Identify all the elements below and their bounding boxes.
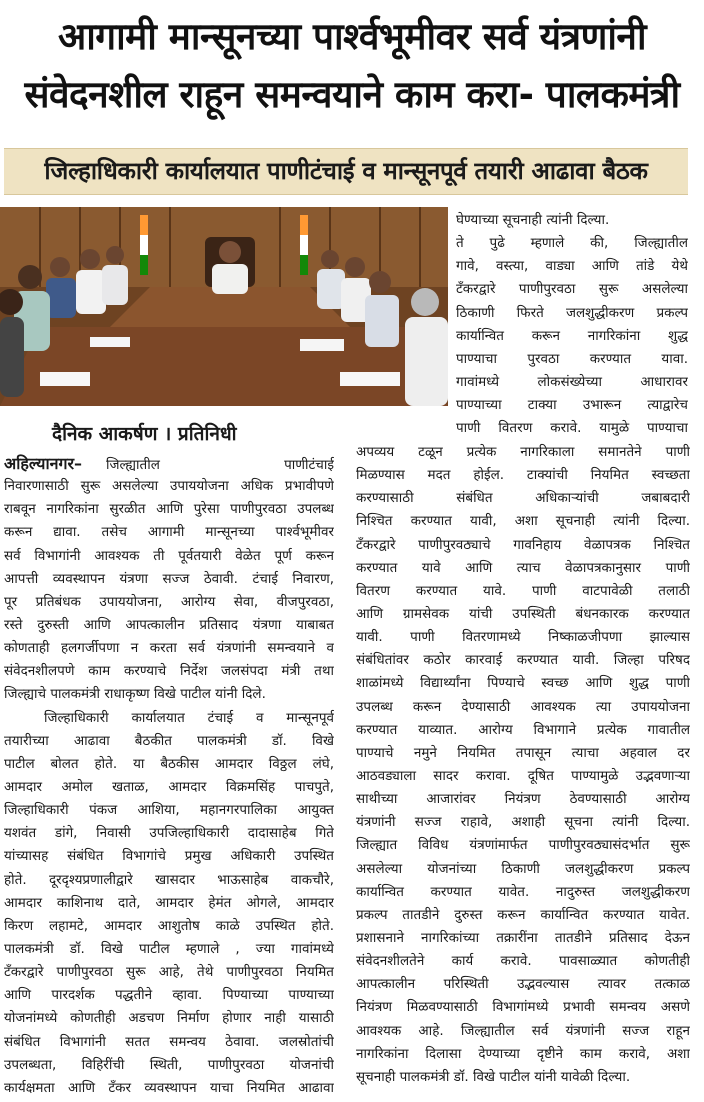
meeting-photo	[0, 207, 448, 406]
right-bottom-line: आवश्यक आहे. जिल्ह्यातील सर्व यंत्रणांनी सज्ज राहून	[356, 1022, 690, 1039]
left-line: आपत्ती व्यवस्थापन यंत्रणा सज्ज ठेवावी. टंचाई निवारण,	[4, 570, 334, 587]
left-line: आमदार काशिनाथ दाते, आमदार हेमंत ओगले, आमदार	[4, 894, 334, 911]
byline: दैनिक आकर्षण । प्रतिनिधी	[52, 423, 237, 445]
right-top-line: पाणी वितरण करावे. यामुळे पाण्याचा	[456, 420, 688, 437]
left-line: निवारणासाठी सुरू असलेल्या उपाययोजना अधिक प्रभावीपणे	[4, 478, 334, 495]
headline-line-2: संवेदनशील राहून समन्वयाने काम करा- पालकमंत्री	[24, 73, 680, 116]
left-line: करून द्यावा. तसेच आगामी मान्सूनच्या पार्श्वभूमीवर	[4, 524, 334, 541]
left-column	[4, 452, 334, 1100]
left-line: टँकरद्वारे पाणीपुरवठा सुरू आहे, तेथे पाणीपुरवठा नियमित	[4, 964, 334, 981]
left-line-0: अहिल्यानगर– जिल्ह्यातील पाणीटंचाई	[4, 454, 334, 473]
right-bottom-line: आपत्कालीन परिस्थिती उद्भवल्यास त्यावर तत्काळ	[356, 976, 690, 993]
right-top-line: ठिकाणी फिरते जलशुद्धीकरण प्रकल्प	[456, 304, 688, 321]
left-line: आणि पारदर्शक पद्धतीने व्हावा. पिण्याच्या पाण्याच्या	[4, 987, 334, 1004]
right-bottom-line: संवेदनशीलतेने कार्य करावे. पावसाळ्यात कोणतीही	[356, 953, 690, 970]
right-bottom-line: प्रशासनाने नागरिकांच्या तक्रारींना तातडीने प्रतिसाद देऊन	[356, 929, 690, 946]
left-line: यशवंत डांगे, निवासी उपजिल्हाधिकारी दादासाहेब गिते	[4, 825, 334, 842]
right-bottom-line: शाळांमध्ये विद्यार्थ्यांना पिण्याचे स्वच्छ आणि शुद्ध पाणी	[356, 675, 690, 692]
right-bottom-line: वितरण करण्यात यावे. पाणी वाटपावेळी तलाठी	[356, 582, 690, 599]
left-line: राबवून नागरिकांना सुरळीत आणि पुरेसा पाणीपुरवठा उपलब्ध	[4, 501, 334, 518]
left-line: पूर प्रतिबंधक उपाययोजना, आरोग्य सेवा, वीजपुरवठा,	[4, 593, 334, 610]
right-top-line: पाण्याचा पुरवठा करण्यात यावा.	[456, 350, 688, 367]
right-bottom-line: करण्यात याव्यात. आरोग्य विभागाने प्रत्येक गावातील	[356, 721, 690, 738]
right-bottom-line: आणि ग्रामसेवक यांची उपस्थिती बंधनकारक करण्यात	[356, 605, 690, 622]
left-line: पाटील बोलत होते. या बैठकीस आमदार विठ्ठल लंघे,	[4, 755, 334, 772]
left-line: होते. दूरदृश्यप्रणालीद्वारे खासदार भाऊसाहेब वाकचौरे,	[4, 871, 334, 888]
right-bottom-line: मिळण्यास मदत होईल. टाक्यांची नियमित स्वच्छता	[356, 467, 690, 484]
right-bottom-line: करण्यासाठी संबंधित अधिकाऱ्यांची जबाबदारी	[356, 490, 690, 507]
right-bottom-line: उपलब्ध करून देण्यासाठी आवश्यक त्या उपाययोजना	[356, 698, 690, 715]
right-bottom-line: नियंत्रण मिळवण्यासाठी विभागांमध्ये प्रभावी समन्वय असणे	[356, 999, 690, 1016]
left-line: जिल्हाधिकारी कार्यालयात टंचाई व मान्सूनपूर्व	[44, 709, 334, 726]
left-line: कोणताही हलगर्जीपणा न करता सर्व यंत्रणांनी समन्वयाने व	[4, 640, 334, 657]
right-bottom-line: आठवड्याला सादर करावा. दूषित पाण्यामुळे उद्भवणाऱ्या	[356, 767, 690, 784]
left-line: संबंधित विभागांनी सतत समन्वय ठेवावा. जलस्रोतांची	[4, 1033, 334, 1050]
right-bottom-line: पाण्याचे नमुने नियमित तपासून त्याचा अहवाल दर	[356, 744, 690, 761]
right-bottom-line: संबंधितांवर कठोर कारवाई करण्यात यावी. जिल्हा परिषद	[356, 652, 690, 669]
subheadline: जिल्हाधिकारी कार्यालयात पाणीटंचाई व मान्सूनपूर्व तयारी आढावा बैठक	[4, 148, 688, 195]
right-top-line: कार्यान्वित करून नागरिकांना शुद्ध	[456, 327, 688, 344]
right-bottom-line: नागरिकांना दिलासा देण्याच्या दृष्टीने काम करावे, अशा	[356, 1045, 690, 1062]
right-bottom-line: टँकरद्वारे पाणीपुरवठ्याचे गावनिहाय वेळापत्रक निश्चित	[356, 536, 690, 553]
left-line: जिल्हाधिकारी पंकज आशिया, महानगरपालिका आयुक्त	[4, 802, 334, 819]
left-line: उपलब्धता, विहिरींची स्थिती, पाणीपुरवठा योजनांची	[4, 1056, 334, 1073]
right-bottom-line: अपव्यय टळून प्रत्येक नागरिकाला समानतेने पाणी	[356, 444, 690, 460]
right-top-column	[456, 209, 688, 440]
left-line: पालकमंत्री डॉ. विखे पाटील म्हणाले , ज्या गावांमध्ये	[4, 940, 334, 957]
left-line: कार्यक्षमता आणि टँकर व्यवस्थापन याचा नियमित आढावा	[4, 1079, 334, 1096]
headline-line-1: आगामी मान्सूनच्या पार्श्वभूमीवर सर्व यंत्रणांनी	[57, 15, 647, 58]
right-top-line: गावे, वस्त्या, वाड्या आणि तांडे येथे	[456, 258, 688, 275]
left-line: रस्ते दुरुस्ती आणि आपत्कालीन प्रतिसाद यंत्रणा याबाबत	[4, 616, 334, 633]
left-line: सर्व विभागांनी आवश्यक ती पूर्वतयारी वेळेत पूर्ण करून	[4, 547, 334, 564]
right-bottom-line: यावी. पाणी वितरणामध्ये निष्काळजीपणा झाल्यास	[356, 629, 690, 646]
left-line: किरण लहामटे, आमदार आशुतोष काळे उपस्थित होते.	[4, 917, 334, 934]
right-top-line: टँकरद्वारे पाणीपुरवठा सुरू असलेल्या	[456, 281, 688, 298]
right-bottom-line: करण्यात यावे आणि त्याच वेळापत्रकानुसार पाणी	[356, 559, 690, 576]
left-line: योजनांमध्ये कोणतीही अडचण निर्माण होणार नाही यासाठी	[4, 1010, 334, 1027]
right-bottom-line: प्रकल्प तातडीने दुरुस्त करून कार्यान्वित करण्यात यावेत.	[356, 906, 690, 923]
right-bottom-column	[356, 441, 690, 1089]
right-bottom-line: जिल्ह्यात विविध यंत्रणांमार्फत पाणीपुरवठ्यासंदर्भात सुरू	[356, 837, 690, 854]
right-bottom-line: कार्यान्वित करण्यात यावेत. नादुरुस्त जलशुद्धीकरण	[356, 883, 690, 900]
right-bottom-line: असलेल्या योजनांच्या ठिकाणी जलशुद्धीकरण प्रकल्प	[356, 860, 690, 877]
left-line: यांच्यासह संबंधित विभागांचे प्रमुख अधिकारी उपस्थित	[4, 848, 334, 865]
right-top-line: ते पुढे म्हणाले की, जिल्ह्यातील	[456, 235, 688, 252]
left-line: जिल्ह्याचे पालकमंत्री राधाकृष्ण विखे पाटील यांनी दिले.	[4, 686, 266, 703]
right-top-line: घेण्याच्या सूचनाही त्यांनी दिल्या.	[456, 212, 610, 228]
right-bottom-line: निश्चित करण्यात यावी, अशा सूचनाही त्यांनी दिल्या.	[356, 513, 690, 530]
left-line: तयारीच्या आढावा बैठकीत पालकमंत्री डॉ. विखे	[4, 732, 334, 749]
dateline: अहिल्यानगर–	[4, 454, 83, 473]
right-top-line: पाण्याच्या टाक्या उभारून त्याद्वारेच	[456, 397, 688, 414]
left-line: संवेदनशीलपणे काम करण्याचे निर्देश जलसंपदा मंत्री तथा	[4, 663, 334, 680]
right-bottom-line: यंत्रणांनी सज्ज राहावे, अशाही सूचना त्यांनी दिल्या.	[356, 814, 690, 831]
right-bottom-line: सूचनाही पालकमंत्री डॉ. विखे पाटील यांनी यावेळी दिल्या.	[356, 1068, 631, 1085]
right-bottom-line: साथीच्या आजारांवर नियंत्रण ठेवण्यासाठी आरोग्य	[356, 791, 690, 808]
left-line: आमदार अमोल खताळ, आमदार विक्रमसिंह पाचपुते,	[4, 778, 334, 795]
right-top-line: गावांमध्ये लोकसंख्येच्या आधारावर	[456, 373, 688, 390]
